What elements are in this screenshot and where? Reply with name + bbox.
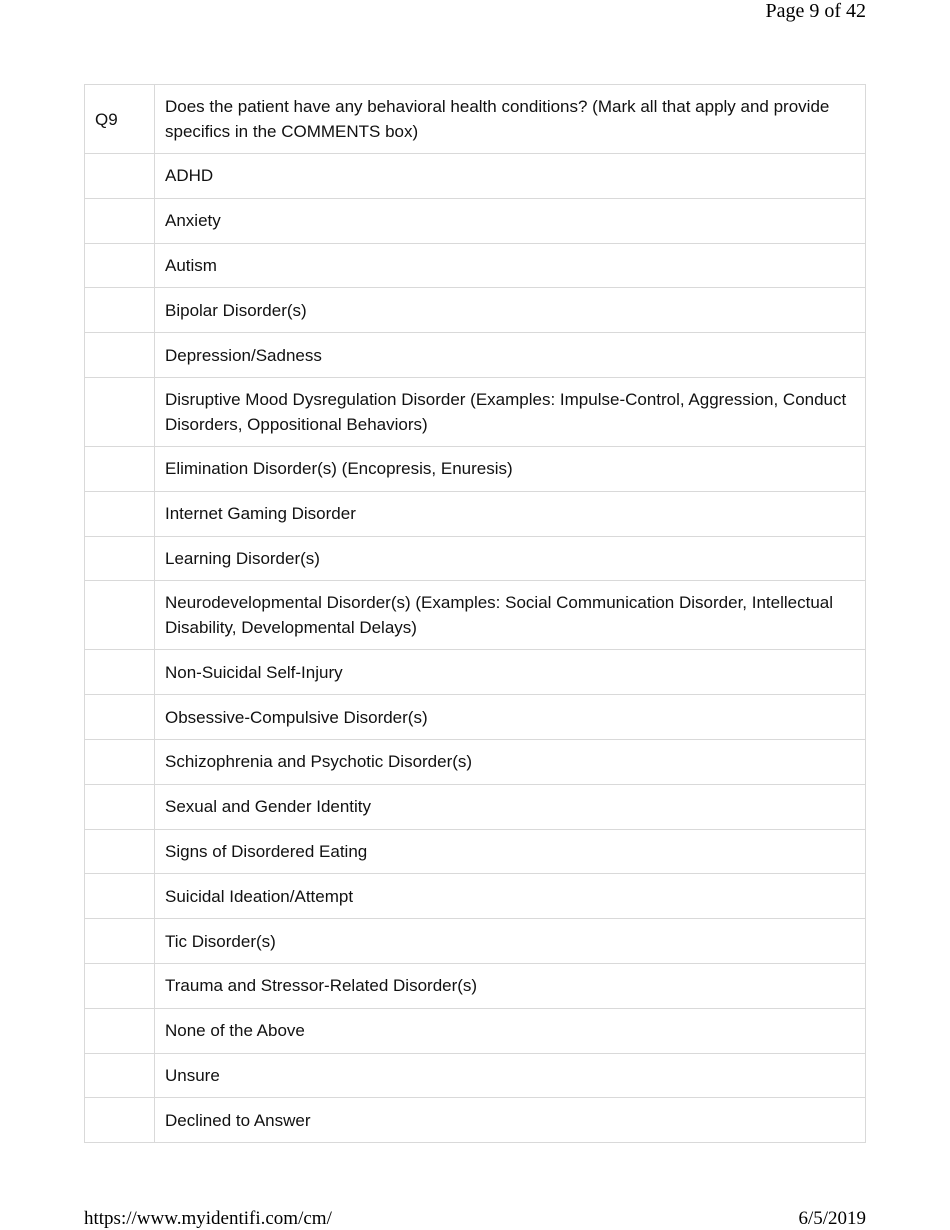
- option-row[interactable]: [85, 695, 866, 740]
- footer-date: 6/5/2019: [798, 1208, 866, 1229]
- option-row[interactable]: [85, 963, 866, 1008]
- question-table: [84, 84, 866, 1143]
- option-mark-cell[interactable]: [85, 446, 155, 491]
- option-label: Internet Gaming Disorder: [155, 491, 866, 536]
- option-mark-cell[interactable]: [85, 333, 155, 378]
- option-label: Unsure: [155, 1053, 866, 1098]
- option-mark-cell[interactable]: [85, 919, 155, 964]
- option-mark-cell[interactable]: [85, 377, 155, 446]
- option-label: Learning Disorder(s): [155, 536, 866, 581]
- option-label: Schizophrenia and Psychotic Disorder(s): [155, 739, 866, 784]
- option-label: Signs of Disordered Eating: [155, 829, 866, 874]
- footer-url: https://www.myidentifi.com/cm/: [84, 1208, 332, 1229]
- option-row[interactable]: [85, 288, 866, 333]
- option-label: Suicidal Ideation/Attempt: [155, 874, 866, 919]
- question-text: Does the patient have any behavioral health conditions? (Mark all that apply and provide specifics in the COMMENTS box): [155, 85, 866, 154]
- option-row[interactable]: [85, 784, 866, 829]
- option-mark-cell[interactable]: [85, 154, 155, 199]
- question-row: [85, 85, 866, 154]
- question-number: Q9: [85, 85, 155, 154]
- option-row[interactable]: [85, 154, 866, 199]
- option-mark-cell[interactable]: [85, 650, 155, 695]
- option-mark-cell[interactable]: [85, 784, 155, 829]
- option-row[interactable]: [85, 446, 866, 491]
- option-mark-cell[interactable]: [85, 874, 155, 919]
- option-mark-cell[interactable]: [85, 581, 155, 650]
- option-mark-cell[interactable]: [85, 829, 155, 874]
- option-label: None of the Above: [155, 1008, 866, 1053]
- option-label: Elimination Disorder(s) (Encopresis, Enuresis): [155, 446, 866, 491]
- option-row[interactable]: [85, 650, 866, 695]
- option-row[interactable]: [85, 739, 866, 784]
- option-label: Tic Disorder(s): [155, 919, 866, 964]
- option-row[interactable]: [85, 243, 866, 288]
- option-label: Sexual and Gender Identity: [155, 784, 866, 829]
- option-row[interactable]: [85, 536, 866, 581]
- option-mark-cell[interactable]: [85, 198, 155, 243]
- option-row[interactable]: [85, 919, 866, 964]
- option-label: Declined to Answer: [155, 1098, 866, 1143]
- page-number: Page 9 of 42: [765, 0, 866, 22]
- option-label: Anxiety: [155, 198, 866, 243]
- option-mark-cell[interactable]: [85, 288, 155, 333]
- option-mark-cell[interactable]: [85, 739, 155, 784]
- option-row[interactable]: [85, 333, 866, 378]
- option-row[interactable]: [85, 829, 866, 874]
- option-row[interactable]: [85, 1008, 866, 1053]
- option-label: Disruptive Mood Dysregulation Disorder (Examples: Impulse-Control, Aggression, Conduct Disorders, Oppositional Behaviors): [155, 377, 866, 446]
- option-label: Trauma and Stressor-Related Disorder(s): [155, 963, 866, 1008]
- option-row[interactable]: [85, 377, 866, 446]
- option-label: Obsessive-Compulsive Disorder(s): [155, 695, 866, 740]
- option-row[interactable]: [85, 491, 866, 536]
- option-label: Autism: [155, 243, 866, 288]
- option-mark-cell[interactable]: [85, 536, 155, 581]
- option-mark-cell[interactable]: [85, 1098, 155, 1143]
- option-mark-cell[interactable]: [85, 1008, 155, 1053]
- option-mark-cell[interactable]: [85, 243, 155, 288]
- option-label: Neurodevelopmental Disorder(s) (Examples: Social Communication Disorder, Intellectual Disability, Developmental Delays): [155, 581, 866, 650]
- option-mark-cell[interactable]: [85, 491, 155, 536]
- option-row[interactable]: [85, 581, 866, 650]
- option-row[interactable]: [85, 1053, 866, 1098]
- option-mark-cell[interactable]: [85, 1053, 155, 1098]
- option-label: ADHD: [155, 154, 866, 199]
- option-row[interactable]: [85, 198, 866, 243]
- option-mark-cell[interactable]: [85, 695, 155, 740]
- option-mark-cell[interactable]: [85, 963, 155, 1008]
- option-label: Non-Suicidal Self-Injury: [155, 650, 866, 695]
- option-row[interactable]: [85, 874, 866, 919]
- option-row[interactable]: [85, 1098, 866, 1143]
- option-label: Depression/Sadness: [155, 333, 866, 378]
- option-label: Bipolar Disorder(s): [155, 288, 866, 333]
